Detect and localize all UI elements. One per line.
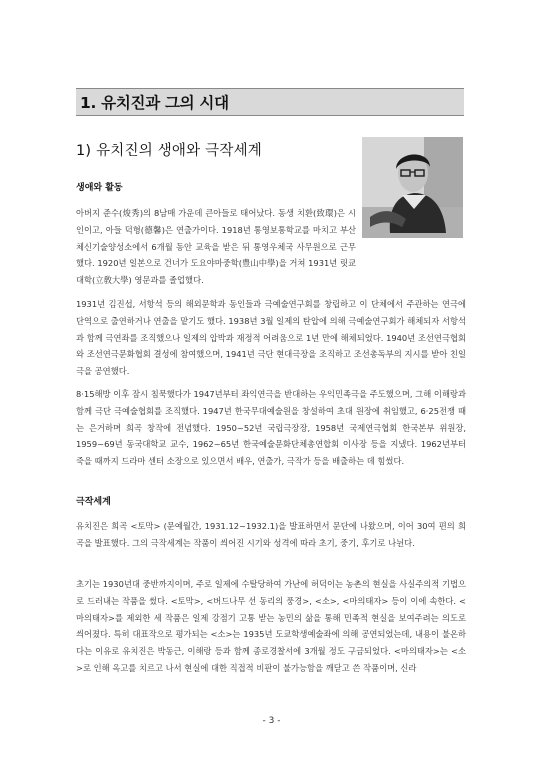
works-paragraph-2 — [76, 576, 466, 677]
section-title: 1) 유치진의 생애와 극작세계 — [76, 143, 262, 159]
works-paragraph-1 — [76, 518, 466, 552]
chapter-title: 1. 유치진과 그의 시대 — [80, 94, 229, 112]
life-paragraph-3 — [76, 386, 466, 470]
life-paragraph-2 — [76, 296, 466, 380]
life-heading: 생애와 활동 — [76, 183, 123, 193]
works-paragraph-2-text: 초기는 1930년대 중반까지이며, 주로 일제에 수탈당하여 가난에 허덕이는 농촌의 현실을 사실주의적 기법으로 드러내는 작품을 썼다. <토막>, <버드나무 선 동리의 풍경>, <소>, <마의태자> 등이 이에 속한다. <마의태자>를 제외한 세 작품은 일제 강점기 고통 받는 농민의 삶을 통해 민족적 현실을 보여주려는 의도로 씌어졌다. 특히 대표작으로 평가되는 <소>는 1935년 도쿄학생예술좌에 의해 공연되었는데, 내용이 불온하다는 이유로 유치진은 박동근, 이해랑 등과 함께 종로경찰서에 3개월 정도 구금되었다. <마의태자>는 <소>로 인해 옥고를 치르고 나서 현실에 대한 직접적 비판이 불가능함을 깨닫고 쓴 작품이며, 신라 — [76, 579, 466, 673]
works-paragraph-1-text: 유치진은 희곡 <토막> (문예월간, 1931.12~1932.1)을 발표하면서 문단에 나왔으며, 이어 30여 편의 희곡을 발표했다. 그의 극작세계는 작품이 씌어진 시기와 성격에 따라 초기, 중기, 후기로 나뉜다. — [76, 521, 466, 548]
page-number: - 3 - — [262, 716, 281, 726]
life-paragraph-3-text: 8·15해방 이후 잠시 침묵했다가 1947년부터 좌익연극을 반대하는 우익민족극을 주도했으며, 그해 이해랑과 함께 극단 극예술협회를 조직했다. 1947년 한국무대예술원을 창설하여 초대 원장에 취임했고, 6·25전쟁 때는 은거하며 희곡 창작에 전념했다. 1950~52년 국립극장장, 1958년 국제연극협회 한국본부 위원장, 1959~69년 동국대학교 교수, 1962~65년 한국예술문화단체총연합회 이사장 등을 지냈다. 1962년부터 죽을 때까지 드라마 센터 소장으로 있으면서 배우, 연출가, 극작가 등을 배출하는 데 힘썼다. — [76, 389, 466, 467]
life-paragraph-1-text: 아버지 준수(焌秀)의 8남매 가운데 큰아들로 태어났다. 동생 치환(致環)은 시인이고, 아들 덕형(德馨)은 연출가이다. 1918년 통영보통학교를 마치고 부산 체신기술양성소에서 6개월 동안 교육을 받은 뒤 통영우체국 사무원으로 근무했다. 1920년 일본으로 건너가 도요야마중학(豊山中學)을 거쳐 1931년 릿쿄대학(立敎大學) 영문과를 졸업했다. — [76, 208, 356, 286]
life-paragraph-2-text: 1931년 김진섭, 서항석 등의 해외문학과 동인들과 극예술연구회를 창립하고 이 단체에서 주관하는 연극에 단역으로 출연하거나 연출을 맡기도 했다. 1938년 3월 일제의 탄압에 의해 극예술연구회가 해체되자 서항석과 함께 극연좌를 조직했으나 일제의 압박과 재정적 어려움으로 1년 만에 해체되었다. 1940년 조선연극협회와 조선연극문화협회 결성에 참여했으며, 1941년 극단 현대극장을 조직하고 조선총독부의 지시를 받아 친일극을 공연했다. — [76, 299, 466, 377]
works-heading: 극작세계 — [76, 497, 111, 507]
life-paragraph-1 — [76, 205, 466, 289]
